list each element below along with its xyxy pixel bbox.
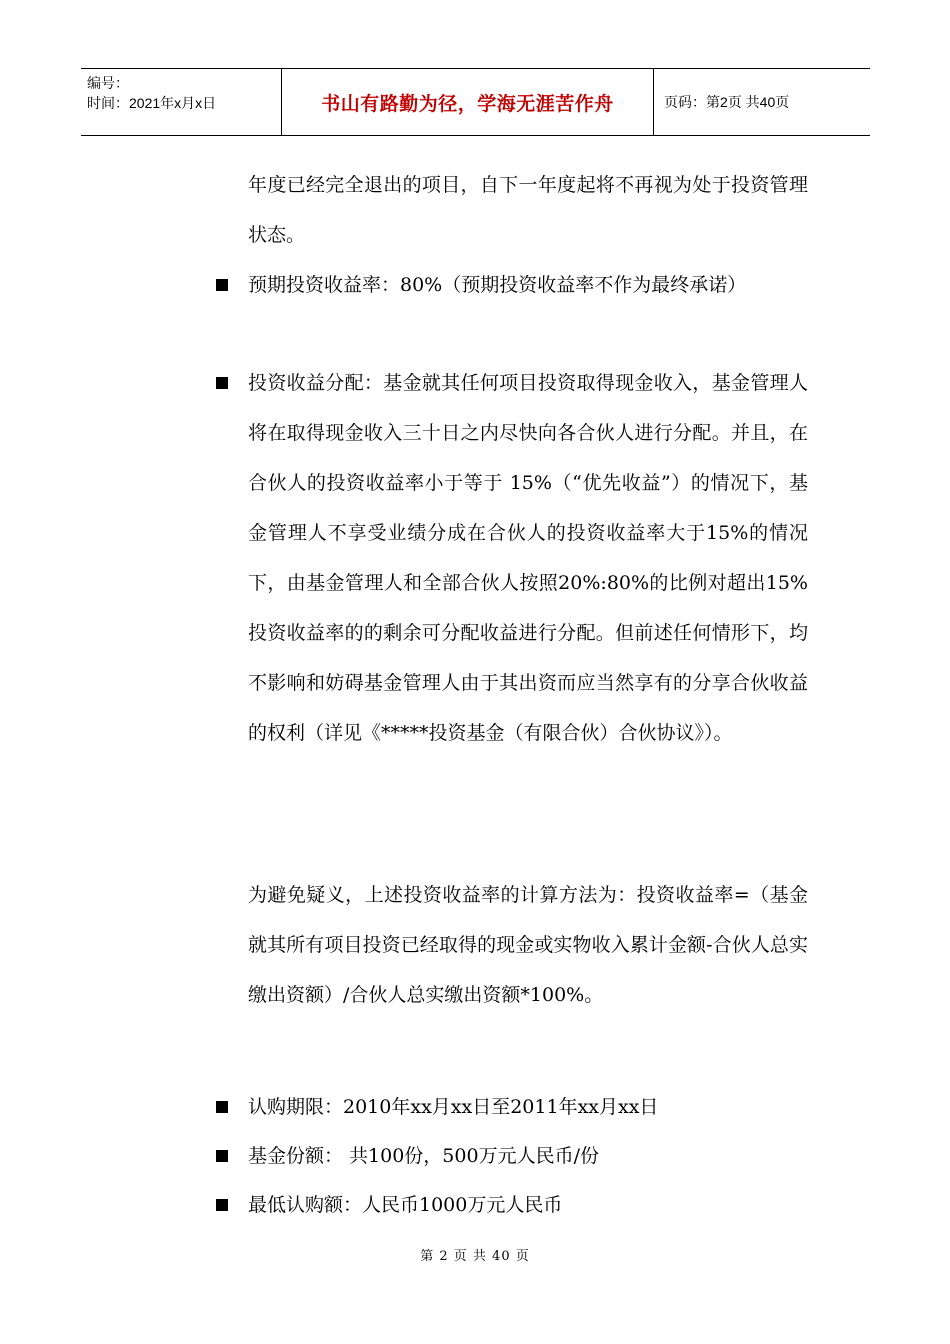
list-item-income-distribution: 投资收益分配：基金就其任何项目投资取得现金收入，基金管理人将在取得现金收入三十日之内尽快向各合伙人进行分配。并且，在合伙人的投资收益率小于等于 15%（“优先收益”）的情况下，基金管理人不享受业绩分成在合伙人的投资收益率大于15%的情况下，由基金管理人和全部合伙人按照20%:80%的比例对超出15%投资收益率的的剩余可分配收益进行分配。但前述任何情形下，均不影响和妨碍基金管理人由于其出资而应当然享有的分享合伙收益的权利（详见《*****投资基金（有限合伙）合伙协议》）。 <box>248 372 808 744</box>
page-header <box>81 68 870 136</box>
list-item-min-subscription: 最低认购额：人民币1000万元人民币 <box>248 1194 563 1216</box>
header-motto-cell <box>282 69 654 135</box>
bullet-square-icon <box>216 377 228 389</box>
list-item-expected-return: 预期投资收益率：80%（预期投资收益率不作为最终承诺） <box>248 274 747 296</box>
header-motto: 书山有路勤为径，学海无涯苦作舟 <box>321 92 614 115</box>
bullet-square-icon <box>216 1199 228 1211</box>
bullet-square-icon <box>216 1150 228 1162</box>
document-number-label: 编号： <box>87 75 129 91</box>
header-page-cell <box>654 69 870 135</box>
bullet-square-icon <box>216 1101 228 1113</box>
header-info-cell <box>81 69 282 135</box>
list-item-fund-shares: 基金份额： 共100份，500万元人民币/份 <box>248 1145 599 1167</box>
list-item-subscription-period: 认购期限：2010年xx月xx日至2011年xx月xx日 <box>248 1096 659 1118</box>
paragraph-continued: 年度已经完全退出的项目，自下一年度起将不再视为处于投资管理状态。 <box>248 174 808 246</box>
header-page-number: 页码：第2页 共40页 <box>664 94 790 110</box>
document-time-label: 时间：2021年x月x日 <box>87 95 217 111</box>
paragraph-formula: 为避免疑义，上述投资收益率的计算方法为：投资收益率=（基金就其所有项目投资已经取得的现金或实物收入累计金额-合伙人总实缴出资额）/合伙人总实缴出资额*100%。 <box>248 884 808 1006</box>
page-footer: 第 2 页 共 40 页 <box>420 1249 530 1264</box>
bullet-square-icon <box>216 279 228 291</box>
